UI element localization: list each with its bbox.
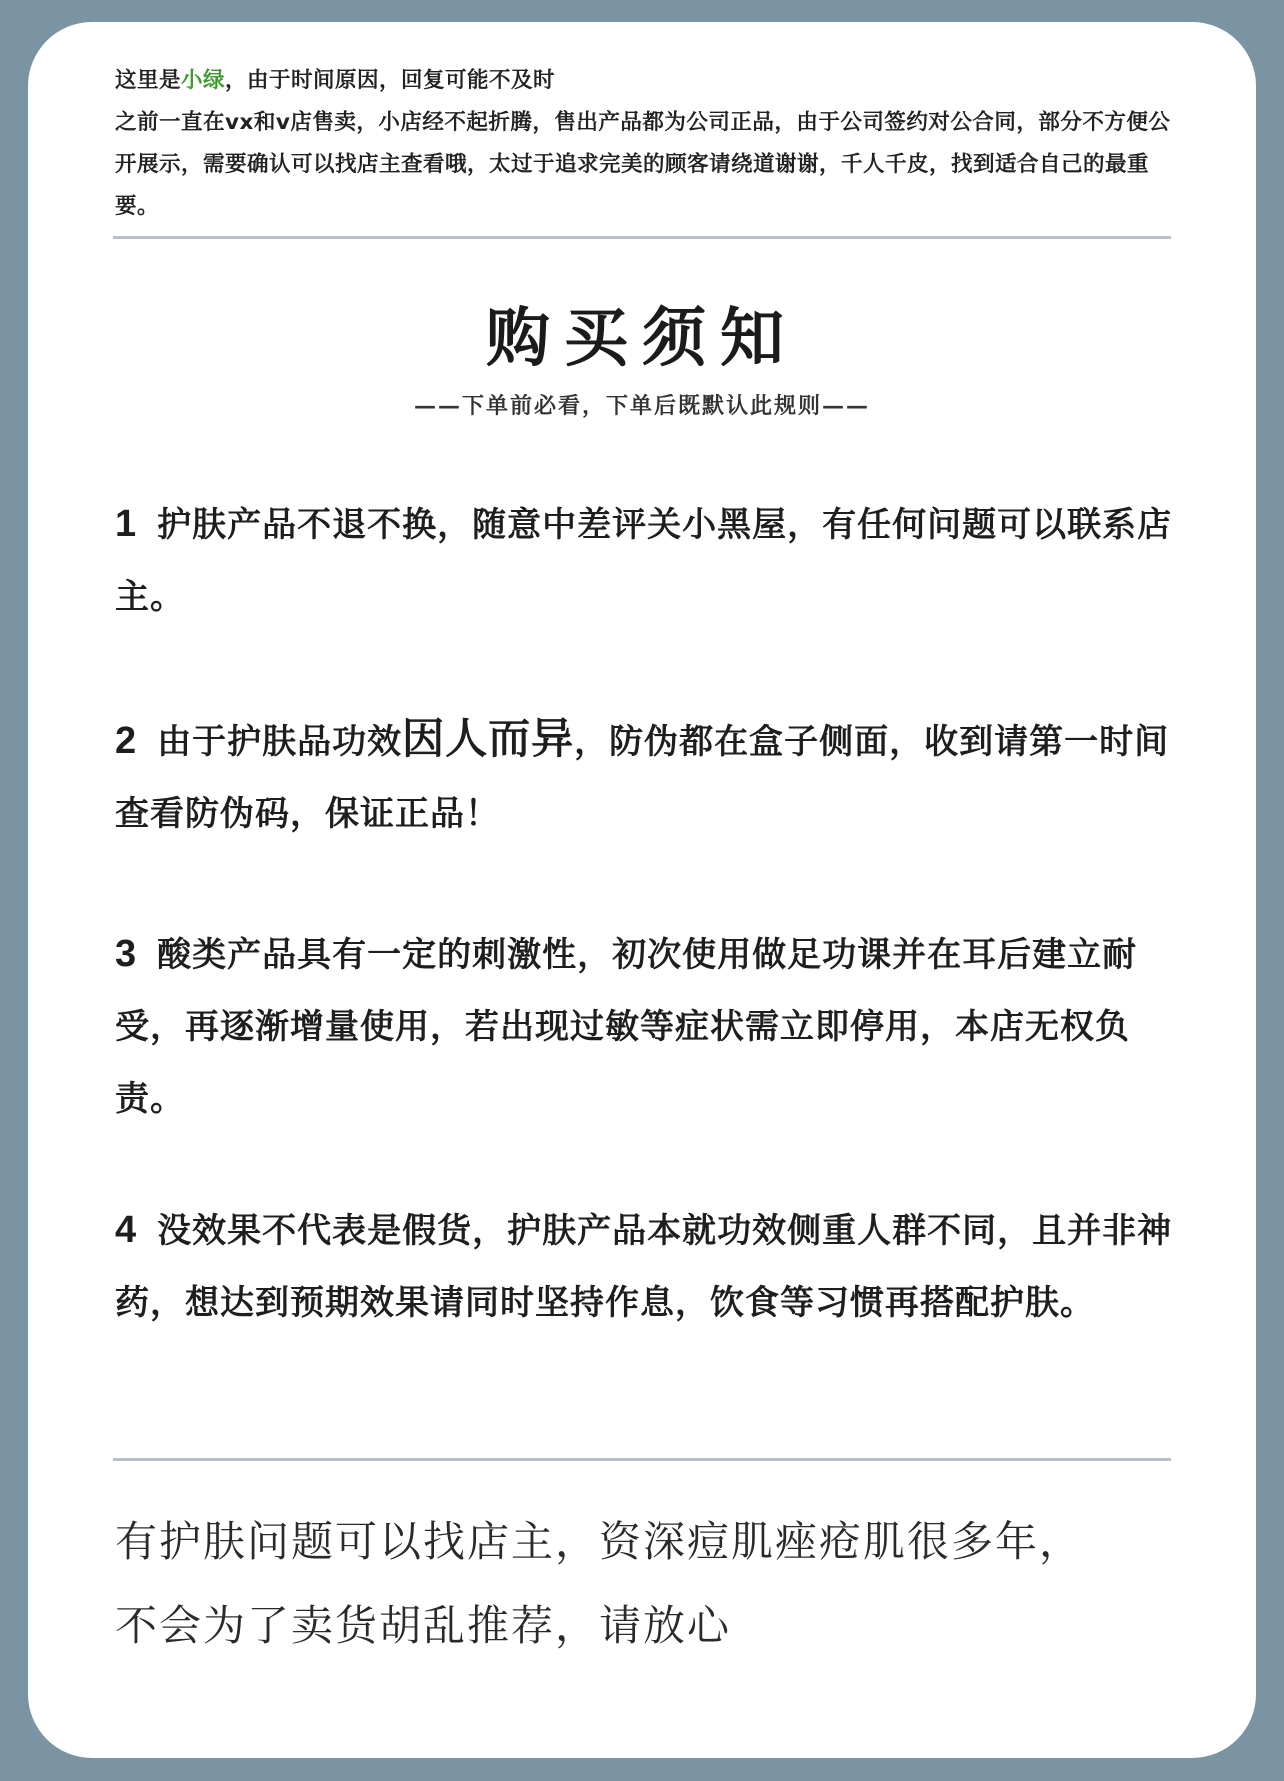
bottom-divider — [113, 1458, 1171, 1461]
rule-text-post: ，防伪都在盒子侧面，收到请第一时间查看防伪码，保证正品！ — [115, 722, 1170, 834]
intro-paragraph: 之前一直在vx和v店售卖，小店经不起折腾，售出产品都为公司正品，由于公司签约对公合同，部分不方便公开展示，需要确认可以找店主查看哦，太过于追求完美的顾客请绕道谢谢，千人千皮，找到适合自己的最重要。 — [115, 110, 1171, 219]
rule-item-2 — [115, 703, 1190, 850]
top-divider — [113, 236, 1171, 239]
rule-item-1 — [115, 488, 1190, 633]
rule-text: 酸类产品具有一定的刺激性，初次使用做足功课并在耳后建立耐受，再逐渐增量使用，若出现过敏等症状需立即停用，本店无权负责。 — [115, 935, 1138, 1119]
page-subtitle: ——下单前必看，下单后既默认此规则—— — [413, 393, 870, 419]
closing-line-1: 有护肤问题可以找店主，资深痘肌痤疮肌很多年， — [115, 1517, 1084, 1566]
intro-line-1: 这里是小绿，由于时间原因，回复可能不及时 — [115, 68, 556, 93]
rule-text-pre: 由于护肤品功效 — [157, 722, 403, 762]
shop-owner-name: 小绿 — [181, 68, 226, 93]
rule-item-3 — [115, 918, 1190, 1135]
rule-text: 没效果不代表是假货，护肤产品本就功效侧重人群不同，且并非神药，想达到预期效果请同时坚持作息，饮食等习惯再搭配护肤。 — [115, 1211, 1173, 1323]
closing-text — [115, 1500, 1195, 1668]
rule-number: 2 — [115, 720, 138, 762]
page-title: 购买须知 — [486, 301, 798, 376]
rule-emphasis: 因人而异 — [402, 714, 575, 763]
rule-number: 4 — [115, 1209, 138, 1251]
notice-card — [28, 22, 1256, 1758]
intro-text — [115, 60, 1175, 228]
rule-text: 护肤产品不退不换，随意中差评关小黑屋，有任何问题可以联系店主。 — [115, 505, 1173, 617]
rule-number: 1 — [115, 503, 138, 545]
rule-item-4 — [115, 1194, 1190, 1339]
rule-number: 3 — [115, 933, 138, 975]
closing-line-2: 不会为了卖货胡乱推荐，请放心 — [115, 1601, 732, 1650]
